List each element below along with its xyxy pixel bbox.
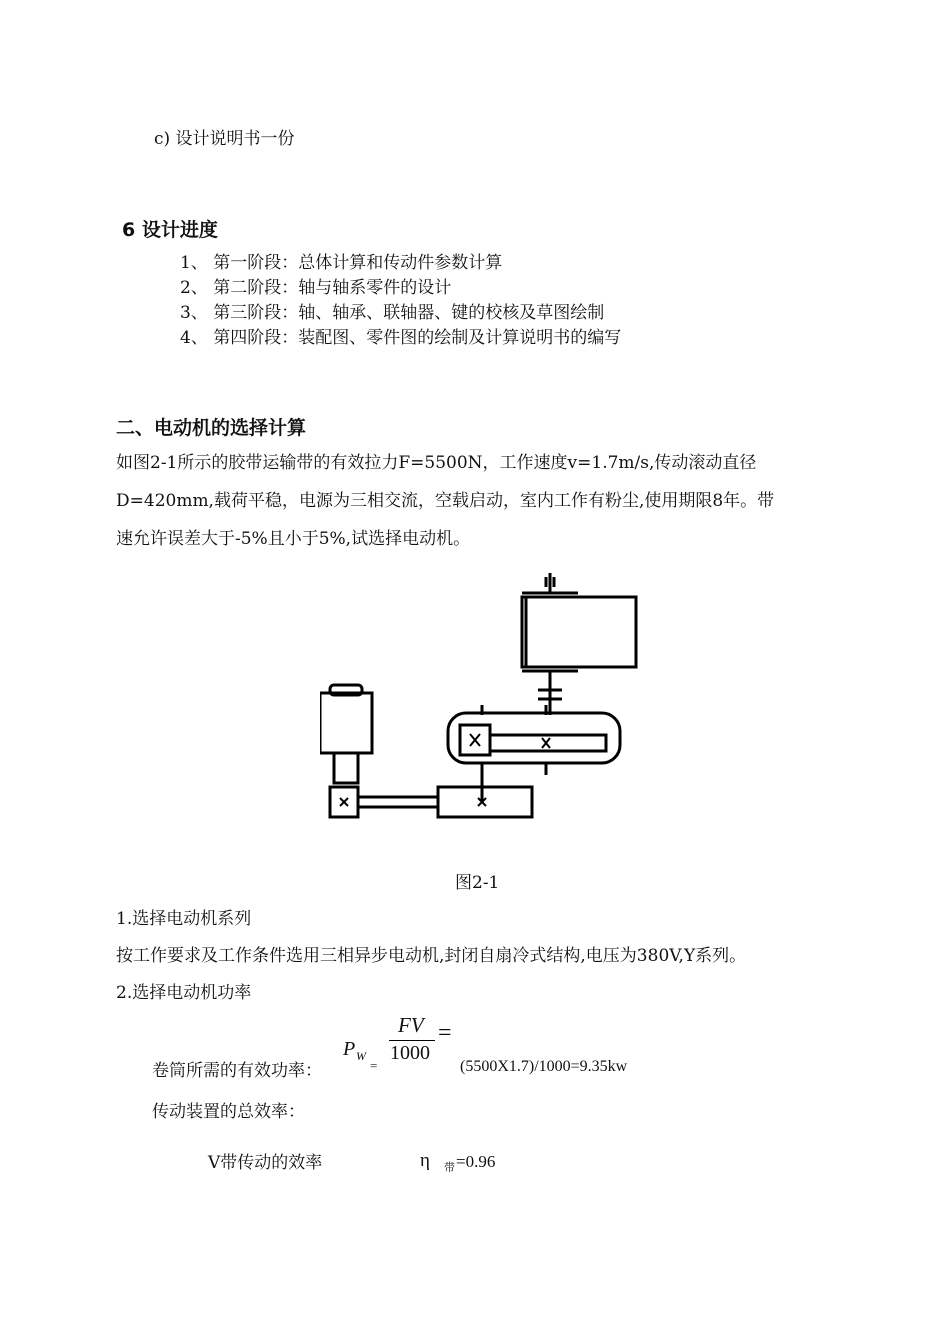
- section6-title: 6 设计进度: [122, 219, 218, 241]
- eta-subscript: 带: [444, 1162, 455, 1174]
- drum: [522, 573, 636, 715]
- power-label: 卷筒所需的有效功率：: [152, 1061, 322, 1081]
- problem-line-2: D=420mm,载荷平稳，电源为三相交流，空载启动，室内工作有粉尘,使用期限8年。带: [116, 491, 775, 511]
- efficiency-label: 传动装置的总效率：: [152, 1102, 305, 1122]
- formula-p: P: [343, 1038, 356, 1060]
- motor: [320, 685, 372, 783]
- eta-symbol: η: [420, 1150, 430, 1171]
- progress-item-3: 3、 第三阶段：轴、轴承、联轴器、键的校核及草图绘制: [180, 303, 605, 323]
- progress-item-2: 2、 第二阶段：轴与轴系零件的设计: [180, 278, 452, 298]
- belt-drive: [330, 787, 532, 817]
- progress-item-1: 1、 第一阶段：总体计算和传动件参数计算: [180, 253, 503, 273]
- figure-caption: 图2-1: [455, 873, 500, 893]
- transmission-diagram: [320, 565, 640, 825]
- eta-value: =0.96: [456, 1152, 496, 1171]
- step1-text: 按工作要求及工作条件选用三相异步电动机,封闭自扇冷式结构,电压为380V,Y系列。: [116, 946, 747, 966]
- formula-denominator: 1000: [390, 1042, 430, 1064]
- step1-title: 1.选择电动机系列: [116, 909, 252, 929]
- formula-eq1: =: [370, 1058, 378, 1073]
- deliverable-c: c) 设计说明书一份: [154, 129, 295, 149]
- problem-line-1: 如图2-1所示的胶带运输带的有效拉力F=5500N，工作速度v=1.7m/s,传动滚动直径: [116, 453, 757, 473]
- section2-title: 二、电动机的选择计算: [116, 417, 307, 439]
- v-belt-label: V带传动的效率: [208, 1153, 323, 1173]
- formula-eq2: =: [438, 1020, 452, 1046]
- problem-line-3: 速允许误差大于-5%且小于5%,试选择电动机。: [116, 529, 471, 549]
- formula-numerator: FV: [398, 1013, 424, 1037]
- fraction-bar: [389, 1040, 435, 1041]
- step2-title: 2.选择电动机功率: [116, 983, 252, 1003]
- formula-p-sub: W: [356, 1049, 366, 1063]
- progress-item-4: 4、 第四阶段：装配图、零件图的绘制及计算说明书的编写: [180, 328, 622, 348]
- formula-result: (5500X1.7)/1000=9.35kw: [460, 1058, 628, 1075]
